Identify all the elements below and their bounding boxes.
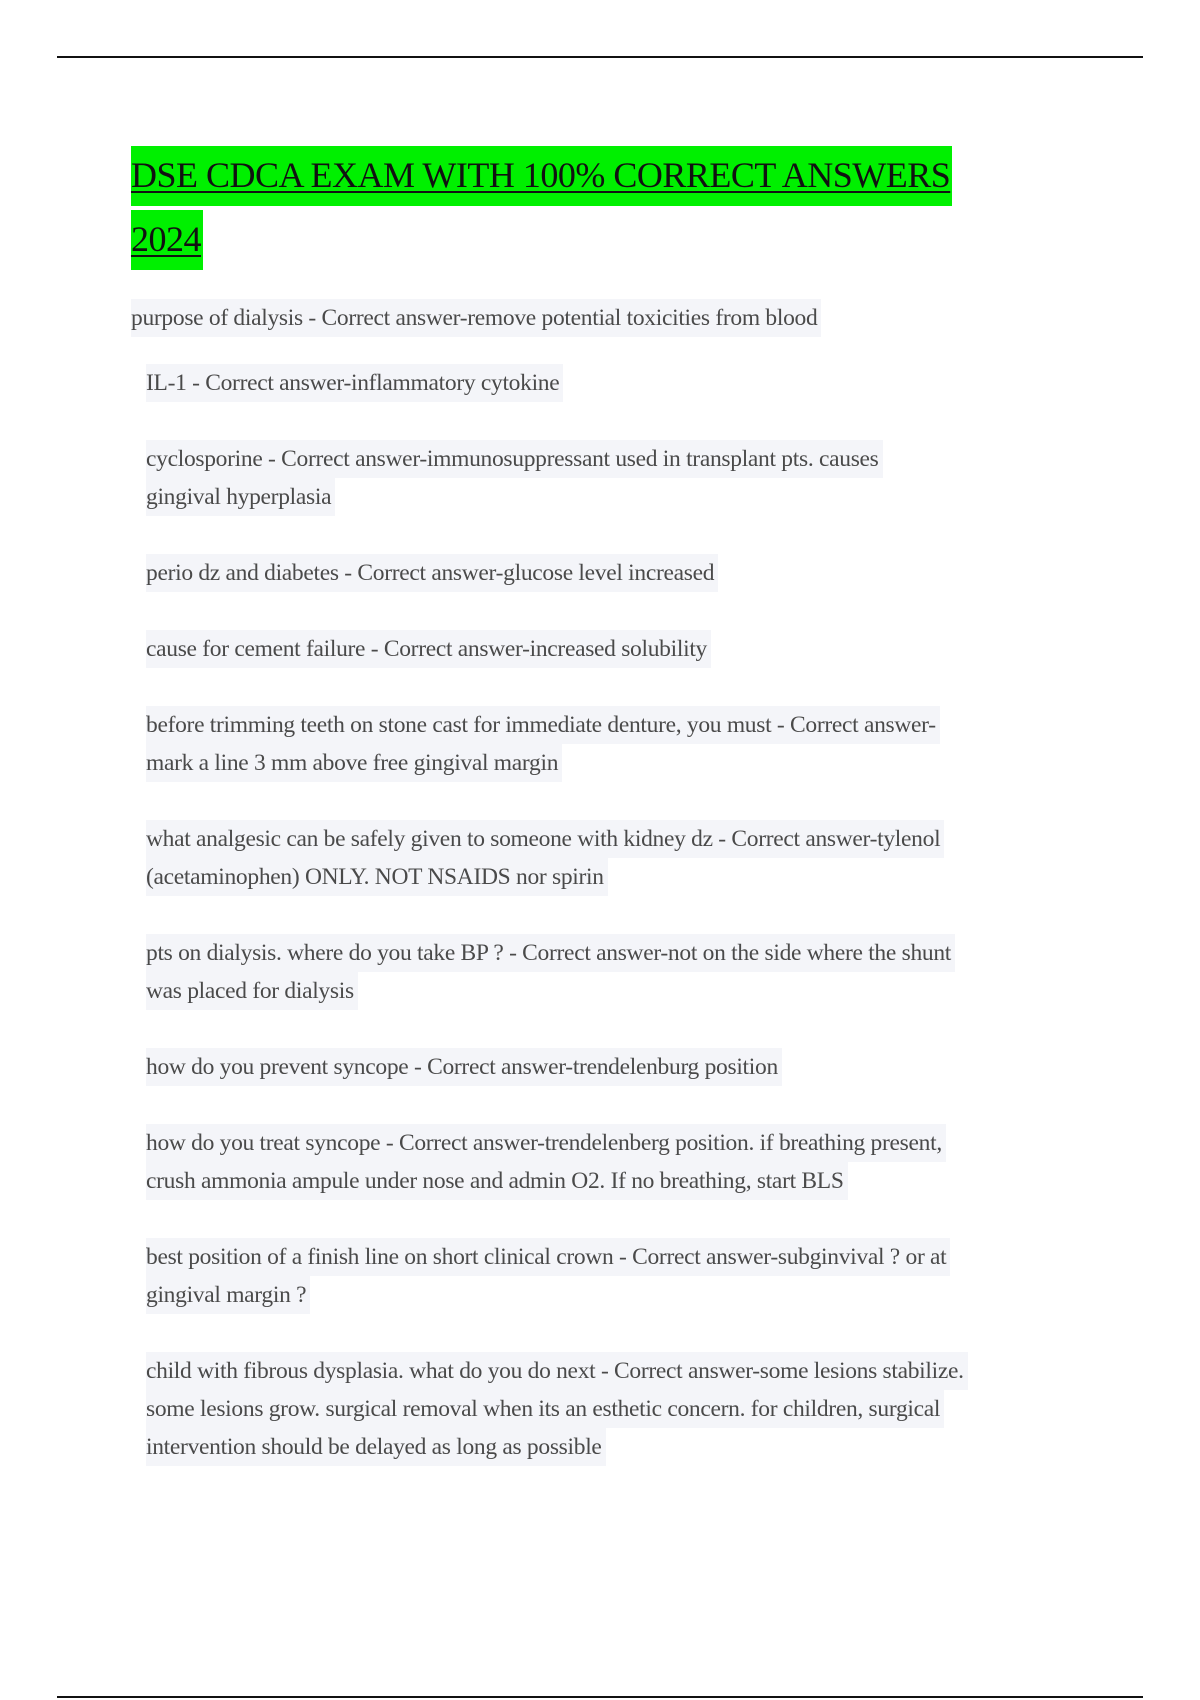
qa-entry-line: IL-1 - Correct answer-inflammatory cytokine xyxy=(146,364,563,402)
qa-entry xyxy=(146,1352,1200,1466)
qa-entry-line: how do you treat syncope - Correct answer-trendelenberg position. if breathing present, xyxy=(146,1124,946,1162)
qa-entry-line: cyclosporine - Correct answer-immunosuppressant used in transplant pts. causes xyxy=(146,440,883,478)
qa-entry xyxy=(146,706,1200,782)
qa-entry-line: (acetaminophen) ONLY. NOT NSAIDS nor spirin xyxy=(146,858,608,896)
qa-entry-line: some lesions grow. surgical removal when its an esthetic concern. for children, surgical xyxy=(146,1390,944,1428)
title-line-2: 2024 xyxy=(131,210,203,270)
qa-entry-line: was placed for dialysis xyxy=(146,972,358,1010)
title-line-1: DSE CDCA EXAM WITH 100% CORRECT ANSWERS xyxy=(131,146,952,206)
qa-entry xyxy=(146,934,1200,1010)
qa-entry-line: before trimming teeth on stone cast for immediate denture, you must - Correct answer- xyxy=(146,706,940,744)
qa-entry xyxy=(146,1048,1200,1086)
document-title xyxy=(131,146,952,274)
qa-entry xyxy=(146,1124,1200,1200)
qa-entry-line: cause for cement failure - Correct answer-increased solubility xyxy=(146,630,711,668)
qa-entry-line: perio dz and diabetes - Correct answer-glucose level increased xyxy=(146,554,718,592)
qa-list xyxy=(0,299,1200,1504)
qa-entry-line: gingival margin ? xyxy=(146,1276,310,1314)
qa-entry xyxy=(146,630,1200,668)
qa-entry xyxy=(146,820,1200,896)
qa-entry-line: mark a line 3 mm above free gingival margin xyxy=(146,744,562,782)
qa-entry-line: gingival hyperplasia xyxy=(146,478,335,516)
qa-entry xyxy=(146,554,1200,592)
qa-entry xyxy=(146,440,1200,516)
qa-entry xyxy=(146,1238,1200,1314)
qa-entry-line: intervention should be delayed as long as possible xyxy=(146,1428,606,1466)
qa-entry xyxy=(146,364,1200,402)
qa-entry-line: child with fibrous dysplasia. what do you do next - Correct answer-some lesions stabilize. xyxy=(146,1352,968,1390)
footer-rule xyxy=(57,1696,1143,1698)
qa-entry-line: what analgesic can be safely given to someone with kidney dz - Correct answer-tylenol xyxy=(146,820,944,858)
header-rule xyxy=(57,56,1143,58)
qa-entry-line: purpose of dialysis - Correct answer-remove potential toxicities from blood xyxy=(131,299,821,337)
qa-entry-line: best position of a finish line on short clinical crown - Correct answer-subginvival ? or at xyxy=(146,1238,950,1276)
qa-entry-line: pts on dialysis. where do you take BP ? - Correct answer-not on the side where the shunt xyxy=(146,934,955,972)
qa-entry-line: crush ammonia ampule under nose and admin O2. If no breathing, start BLS xyxy=(146,1162,848,1200)
qa-entry-line: how do you prevent syncope - Correct answer-trendelenburg position xyxy=(146,1048,782,1086)
qa-entry xyxy=(131,299,1200,337)
